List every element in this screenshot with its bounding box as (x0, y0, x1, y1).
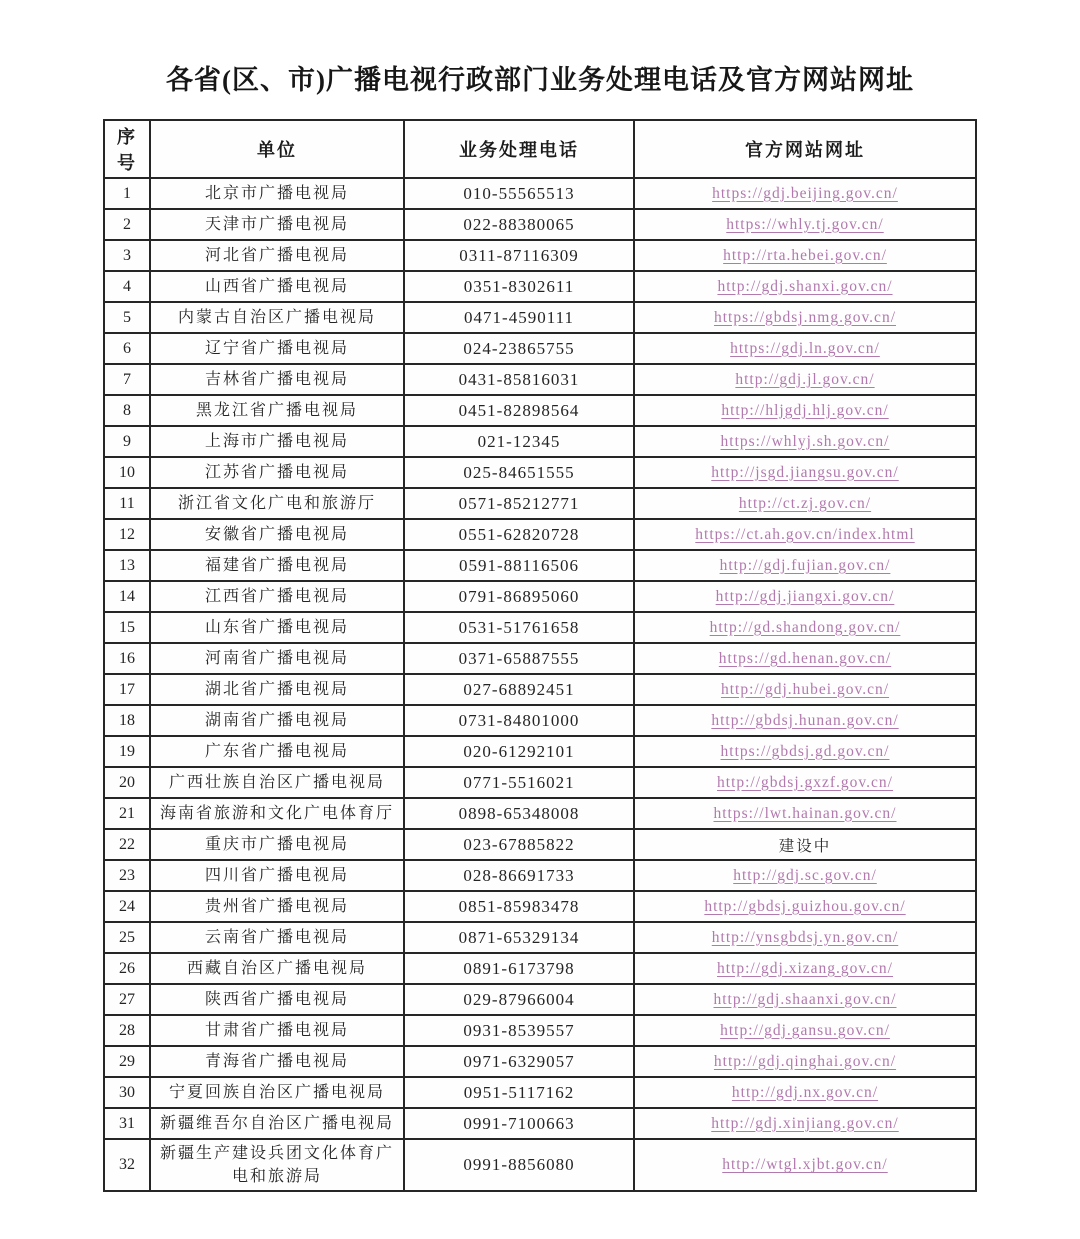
phone-number: 0991-7100663 (404, 1108, 634, 1139)
row-number: 10 (104, 457, 150, 488)
phone-number: 0971-6329057 (404, 1046, 634, 1077)
website-link[interactable]: http://gdj.xinjiang.gov.cn/ (711, 1114, 899, 1132)
website-cell (634, 395, 976, 426)
row-number: 14 (104, 581, 150, 612)
website-cell (634, 705, 976, 736)
website-cell (634, 643, 976, 674)
phone-number: 028-86691733 (404, 860, 634, 891)
table-row (104, 178, 976, 209)
phone-number: 0851-85983478 (404, 891, 634, 922)
website-cell (634, 488, 976, 519)
contact-table (103, 119, 977, 1192)
website-link[interactable]: http://jsgd.jiangsu.gov.cn/ (711, 463, 899, 481)
unit-name: 贵州省广播电视局 (150, 891, 404, 922)
unit-name: 山西省广播电视局 (150, 271, 404, 302)
unit-name: 辽宁省广播电视局 (150, 333, 404, 364)
phone-number: 0771-5516021 (404, 767, 634, 798)
table-row (104, 550, 976, 581)
table-row (104, 240, 976, 271)
row-number: 26 (104, 953, 150, 984)
website-link[interactable]: http://gdj.xizang.gov.cn/ (717, 959, 893, 977)
website-link[interactable]: https://lwt.hainan.gov.cn/ (713, 804, 897, 822)
table-row (104, 1139, 976, 1191)
website-link[interactable]: https://gd.henan.gov.cn/ (718, 649, 892, 667)
unit-name: 重庆市广播电视局 (150, 829, 404, 860)
website-link[interactable]: http://gdj.nx.gov.cn/ (731, 1083, 879, 1101)
website-cell (634, 1077, 976, 1108)
phone-number: 0451-82898564 (404, 395, 634, 426)
table-row (104, 705, 976, 736)
table-row (104, 1077, 976, 1108)
unit-name: 北京市广播电视局 (150, 178, 404, 209)
unit-name: 新疆生产建设兵团文化体育广电和旅游局 (150, 1139, 404, 1191)
phone-number: 021-12345 (404, 426, 634, 457)
table-row (104, 922, 976, 953)
phone-number: 0898-65348008 (404, 798, 634, 829)
row-number: 19 (104, 736, 150, 767)
website-cell (634, 364, 976, 395)
row-number: 31 (104, 1108, 150, 1139)
website-cell (634, 302, 976, 333)
page-title: 各省(区、市)广播电视行政部门业务处理电话及官方网站网址 (166, 65, 914, 95)
table-row (104, 488, 976, 519)
row-number: 25 (104, 922, 150, 953)
table-row (104, 364, 976, 395)
phone-number: 029-87966004 (404, 984, 634, 1015)
row-number: 12 (104, 519, 150, 550)
row-number: 29 (104, 1046, 150, 1077)
table-row (104, 984, 976, 1015)
unit-name: 山东省广播电视局 (150, 612, 404, 643)
table-row (104, 209, 976, 240)
website-link[interactable]: https://gbdsj.nmg.gov.cn/ (713, 308, 896, 326)
table-body (104, 178, 976, 1191)
row-number: 18 (104, 705, 150, 736)
column-header: 业务处理电话 (404, 120, 634, 178)
phone-number: 020-61292101 (404, 736, 634, 767)
row-number: 9 (104, 426, 150, 457)
table-row (104, 519, 976, 550)
unit-name: 甘肃省广播电视局 (150, 1015, 404, 1046)
row-number: 23 (104, 860, 150, 891)
phone-number: 0431-85816031 (404, 364, 634, 395)
table-row (104, 674, 976, 705)
table-row (104, 395, 976, 426)
table-row (104, 457, 976, 488)
table-row (104, 1015, 976, 1046)
website-cell (634, 519, 976, 550)
table-row (104, 333, 976, 364)
row-number: 27 (104, 984, 150, 1015)
table-row (104, 302, 976, 333)
unit-name: 陕西省广播电视局 (150, 984, 404, 1015)
website-link[interactable]: https://gbdsj.gd.gov.cn/ (720, 742, 890, 760)
row-number: 7 (104, 364, 150, 395)
unit-name: 宁夏回族自治区广播电视局 (150, 1077, 404, 1108)
website-cell (634, 922, 976, 953)
website-cell (634, 612, 976, 643)
phone-number: 022-88380065 (404, 209, 634, 240)
phone-number: 024-23865755 (404, 333, 634, 364)
website-link[interactable]: https://gdj.beijing.gov.cn/ (712, 184, 898, 202)
phone-number: 0891-6173798 (404, 953, 634, 984)
phone-number: 025-84651555 (404, 457, 634, 488)
phone-number: 0551-62820728 (404, 519, 634, 550)
phone-number: 0371-65887555 (404, 643, 634, 674)
website-cell (634, 333, 976, 364)
website-cell (634, 953, 976, 984)
website-link[interactable]: http://gdj.jl.gov.cn/ (735, 370, 875, 388)
website-link[interactable]: http://gbdsj.hunan.gov.cn/ (711, 711, 899, 729)
column-header: 单位 (150, 120, 404, 178)
phone-number: 0951-5117162 (404, 1077, 634, 1108)
website-cell (634, 581, 976, 612)
website-link[interactable]: http://gdj.gansu.gov.cn/ (720, 1021, 890, 1039)
table-row (104, 1108, 976, 1139)
row-number: 28 (104, 1015, 150, 1046)
website-cell (634, 1015, 976, 1046)
website-link[interactable]: http://gbdsj.guizhou.gov.cn/ (704, 897, 906, 915)
website-link[interactable]: https://whlyj.sh.gov.cn/ (720, 432, 890, 450)
table-row (104, 767, 976, 798)
row-number: 30 (104, 1077, 150, 1108)
phone-number: 0931-8539557 (404, 1015, 634, 1046)
website-link[interactable]: http://gbdsj.gxzf.gov.cn/ (717, 773, 893, 791)
row-number: 20 (104, 767, 150, 798)
row-number: 22 (104, 829, 150, 860)
website-link[interactable]: http://hljgdj.hlj.gov.cn/ (721, 401, 889, 419)
unit-name: 广东省广播电视局 (150, 736, 404, 767)
website-cell (634, 736, 976, 767)
table-row (104, 271, 976, 302)
phone-number: 010-55565513 (404, 178, 634, 209)
unit-name: 福建省广播电视局 (150, 550, 404, 581)
unit-name: 云南省广播电视局 (150, 922, 404, 953)
website-link[interactable]: http://gdj.qinghai.gov.cn/ (713, 1052, 897, 1070)
table-header-row (104, 120, 976, 178)
row-number: 1 (104, 178, 150, 209)
unit-name: 海南省旅游和文化广电体育厅 (150, 798, 404, 829)
website-cell (634, 209, 976, 240)
table-row (104, 612, 976, 643)
unit-name: 安徽省广播电视局 (150, 519, 404, 550)
website-link[interactable]: http://gd.shandong.gov.cn/ (709, 618, 901, 636)
unit-name: 广西壮族自治区广播电视局 (150, 767, 404, 798)
website-cell (634, 1108, 976, 1139)
website-cell (634, 1046, 976, 1077)
phone-number: 0311-87116309 (404, 240, 634, 271)
table-row (104, 891, 976, 922)
phone-number: 0351-8302611 (404, 271, 634, 302)
unit-name: 江西省广播电视局 (150, 581, 404, 612)
table-row (104, 581, 976, 612)
phone-number: 0871-65329134 (404, 922, 634, 953)
phone-number: 0531-51761658 (404, 612, 634, 643)
website-cell (634, 178, 976, 209)
row-number: 17 (104, 674, 150, 705)
website-cell (634, 457, 976, 488)
row-number: 5 (104, 302, 150, 333)
row-number: 24 (104, 891, 150, 922)
unit-name: 青海省广播电视局 (150, 1046, 404, 1077)
phone-number: 027-68892451 (404, 674, 634, 705)
unit-name: 新疆维吾尔自治区广播电视局 (150, 1108, 404, 1139)
row-number: 11 (104, 488, 150, 519)
website-cell (634, 798, 976, 829)
website-cell (634, 984, 976, 1015)
website-cell (634, 891, 976, 922)
table-row (104, 736, 976, 767)
website-link[interactable]: http://gdj.jiangxi.gov.cn/ (715, 587, 895, 605)
row-number: 8 (104, 395, 150, 426)
website-link[interactable]: http://gdj.shaanxi.gov.cn/ (713, 990, 897, 1008)
row-number: 6 (104, 333, 150, 364)
phone-number: 0991-8856080 (404, 1139, 634, 1191)
phone-number: 0471-4590111 (404, 302, 634, 333)
website-cell (634, 674, 976, 705)
phone-number: 0731-84801000 (404, 705, 634, 736)
row-number: 13 (104, 550, 150, 581)
website-link[interactable]: http://gdj.hubei.gov.cn/ (720, 680, 890, 698)
unit-name: 西藏自治区广播电视局 (150, 953, 404, 984)
website-cell (634, 829, 976, 860)
unit-name: 江苏省广播电视局 (150, 457, 404, 488)
row-number: 2 (104, 209, 150, 240)
unit-name: 湖南省广播电视局 (150, 705, 404, 736)
website-link[interactable]: http://rta.hebei.gov.cn/ (723, 246, 887, 264)
unit-name: 四川省广播电视局 (150, 860, 404, 891)
table-row (104, 860, 976, 891)
unit-name: 吉林省广播电视局 (150, 364, 404, 395)
table-row (104, 1046, 976, 1077)
row-number: 21 (104, 798, 150, 829)
unit-name: 湖北省广播电视局 (150, 674, 404, 705)
unit-name: 黑龙江省广播电视局 (150, 395, 404, 426)
unit-name: 内蒙古自治区广播电视局 (150, 302, 404, 333)
website-link[interactable]: https://ct.ah.gov.cn/index.html (695, 525, 915, 543)
unit-name: 河南省广播电视局 (150, 643, 404, 674)
row-number: 4 (104, 271, 150, 302)
website-cell (634, 550, 976, 581)
unit-name: 天津市广播电视局 (150, 209, 404, 240)
unit-name: 浙江省文化广电和旅游厅 (150, 488, 404, 519)
phone-number: 0571-85212771 (404, 488, 634, 519)
website-cell (634, 240, 976, 271)
website-cell (634, 860, 976, 891)
row-number: 16 (104, 643, 150, 674)
website-cell (634, 426, 976, 457)
phone-number: 0791-86895060 (404, 581, 634, 612)
table-row (104, 953, 976, 984)
website-cell (634, 271, 976, 302)
website-link[interactable]: http://gdj.sc.gov.cn/ (733, 866, 877, 884)
website-status: 建设中 (778, 837, 832, 855)
table-row (104, 798, 976, 829)
table-row (104, 643, 976, 674)
website-link[interactable]: http://gdj.shanxi.gov.cn/ (717, 277, 893, 295)
row-number: 15 (104, 612, 150, 643)
unit-name: 河北省广播电视局 (150, 240, 404, 271)
website-link[interactable]: http://gdj.fujian.gov.cn/ (719, 556, 891, 574)
website-link[interactable]: http://ynsgbdsj.yn.gov.cn/ (711, 928, 899, 946)
website-link[interactable]: http://ct.zj.gov.cn/ (738, 494, 872, 512)
column-header: 官方网站网址 (634, 120, 976, 178)
phone-number: 023-67885822 (404, 829, 634, 860)
row-number: 3 (104, 240, 150, 271)
column-header: 序号 (104, 120, 150, 178)
website-link[interactable]: https://whly.tj.gov.cn/ (726, 215, 884, 233)
unit-name: 上海市广播电视局 (150, 426, 404, 457)
website-cell (634, 1139, 976, 1191)
table-row (104, 426, 976, 457)
website-link[interactable]: https://gdj.ln.gov.cn/ (730, 339, 880, 357)
row-number: 32 (104, 1139, 150, 1191)
website-cell (634, 767, 976, 798)
phone-number: 0591-88116506 (404, 550, 634, 581)
table-row (104, 829, 976, 860)
website-link[interactable]: http://wtgl.xjbt.gov.cn/ (722, 1156, 888, 1174)
